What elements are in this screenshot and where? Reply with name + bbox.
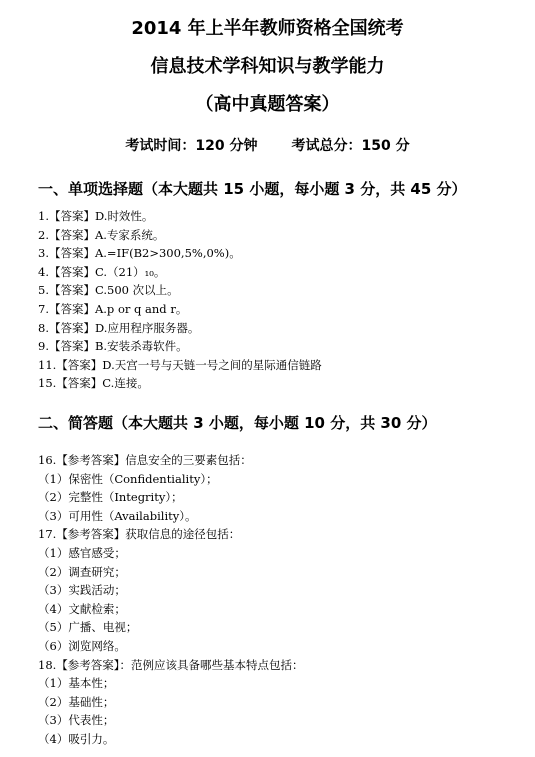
short-answer-list [38, 451, 304, 749]
document-title-line3: （高中真题答案） [195, 94, 340, 115]
list-item: （1）基本性； [38, 676, 115, 691]
exam-time: 考试时间：120 分钟 [125, 138, 258, 154]
list-item: （4）文献检索； [38, 601, 126, 616]
list-item: 11.【答案】D.天宫一号与天链一号之间的星际通信链路 [38, 357, 322, 372]
list-item: 1.【答案】D.时效性。 [38, 209, 154, 223]
list-item: （1）感官感受； [38, 545, 126, 560]
list-item: 8.【答案】D.应用程序服务器。 [38, 320, 200, 335]
multiple-choice-answer-list [38, 207, 322, 393]
list-item: 16.【参考答案】信息安全的三要素包括： [38, 453, 252, 467]
exam-total-score: 考试总分：150 分 [291, 138, 410, 154]
list-item: （6）浏览网络。 [38, 638, 126, 653]
list-item: 5.【答案】C.500 次以上。 [38, 283, 179, 298]
section-heading-multiple-choice: 一、单项选择题（本大题共 15 小题，每小题 3 分，共 45 分） [38, 180, 467, 198]
list-item: 9.【答案】B.安装杀毒软件。 [38, 339, 188, 354]
list-item: （3）实践活动； [38, 583, 126, 598]
list-item: （3）可用性（Availability）。 [38, 508, 197, 523]
list-item: 2.【答案】A.专家系统。 [38, 227, 165, 242]
document-title-line1: 2014 年上半年教师资格全国统考 [131, 18, 404, 39]
list-item: （3）代表性； [38, 713, 115, 728]
list-item: 3.【答案】A.=IF(B2>300,5%,0%)。 [38, 246, 241, 261]
list-item: 7.【答案】A.p or q and r。 [38, 301, 188, 316]
list-item: 18.【参考答案】：范例应该具备哪些基本特点包括： [38, 657, 304, 672]
list-item: 15.【答案】C.连接。 [38, 376, 149, 391]
list-item: （2）完整性（Integrity）； [38, 490, 183, 505]
section-heading-short-answer: 二、简答题（本大题共 3 小题，每小题 10 分，共 30 分） [38, 414, 437, 432]
list-item: （5）广播、电视； [38, 620, 138, 635]
list-item: （4）吸引力。 [38, 731, 115, 746]
list-item: 17.【参考答案】获取信息的途径包括： [38, 527, 241, 542]
list-item: （2）调查研究； [38, 564, 126, 579]
document-title-line2: 信息技术学科知识与教学能力 [150, 56, 385, 77]
list-item: 4.【答案】C.（21）₁₀。 [38, 264, 166, 279]
list-item: （1）保密性（Confidentiality）； [38, 471, 218, 486]
list-item: （2）基础性； [38, 694, 115, 709]
exam-info [0, 137, 535, 155]
